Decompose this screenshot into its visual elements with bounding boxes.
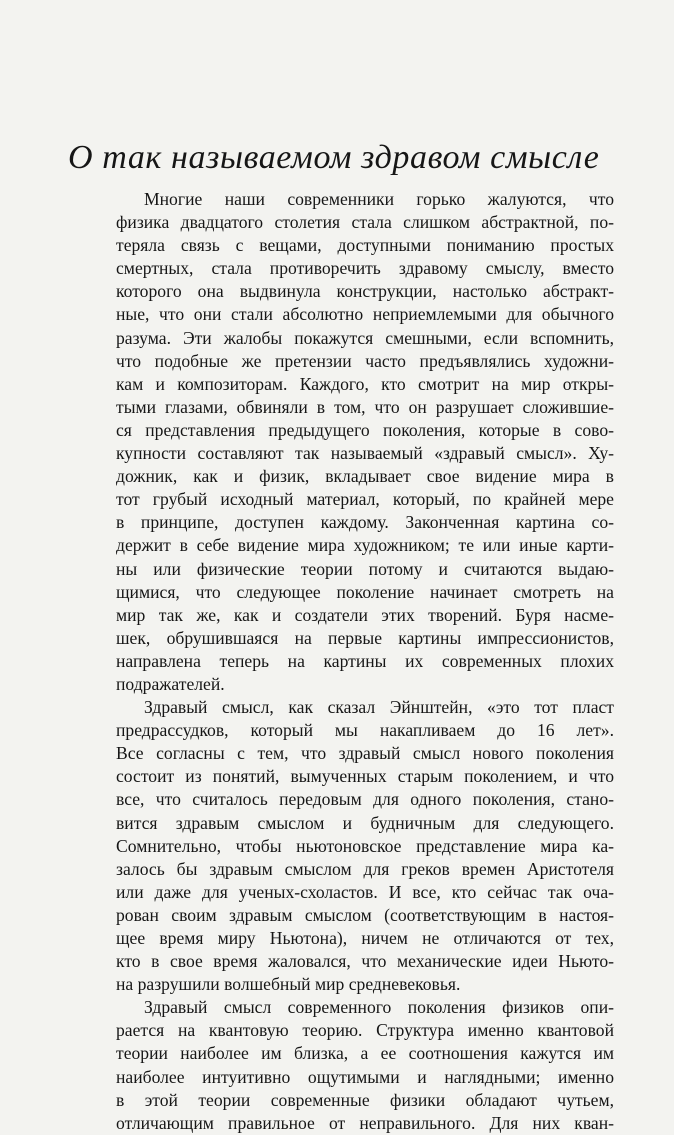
text-line: шек, обрушившаяся на первые картины импрессионистов,: [116, 627, 614, 648]
text-line: все, что считалось передовым для одного поколения, стано-: [116, 789, 614, 810]
text-line: кам и композиторам. Каждого, кто смотрит на мир откры-: [116, 373, 614, 394]
text-line: дожник, как и физик, вкладывает свое видение мира в: [116, 466, 614, 487]
text-line: Здравый смысл современного поколения физиков опи-: [144, 997, 614, 1018]
text-line: щее время миру Ньютона), ничем не отличаются от тех,: [116, 928, 614, 948]
text-line: Сомнительно, чтобы ньютоновское представление мира ка-: [116, 835, 614, 856]
text-line: физика двадцатого столетия стала слишком абстрактной, по-: [116, 212, 614, 233]
text-line: щимися, что следующее поколение начинает смотреть на: [116, 581, 614, 602]
text-line: смертных, стала противоречить здравому смыслу, вместо: [116, 258, 614, 279]
text-line: ны или физические теории потому и считаются выдаю-: [116, 558, 614, 579]
text-line: рается на квантовую теорию. Структура именно квантовой: [116, 1020, 614, 1041]
text-line: состоит из понятий, вымученных старым поколением, и что: [116, 766, 614, 787]
text-line: Многие наши современники горько жалуются, что: [144, 189, 614, 209]
text-line: мир так же, как и создатели этих творений. Буря насме-: [116, 604, 614, 625]
text-line: предрассудков, который мы накапливаем до 16 лет».: [116, 720, 614, 741]
text-line: ные, что они стали абсолютно неприемлемыми для обычного: [116, 304, 614, 325]
text-line: теории наиболее им близка, а ее соотношения кажутся им: [116, 1043, 614, 1064]
chapter-title: О так называемом здравом смысле: [68, 139, 600, 176]
text-line: купности составляют так называемый «здравый смысл». Ху-: [116, 443, 614, 464]
paragraph: [116, 996, 614, 1135]
text-line: в принципе, доступен каждому. Законченная картина со-: [116, 512, 614, 533]
text-line: рован своим здравым смыслом (соответствующим в настоя-: [116, 904, 614, 925]
text-line: ся представления предыдущего поколения, которые в сово-: [116, 419, 614, 440]
text-line: кто в свое время жаловался, что механические идеи Ньюто-: [116, 951, 614, 972]
text-line: тыми глазами, обвиняли в том, что он разрушает сложившие-: [116, 396, 614, 417]
text-line: что подобные же претензии часто предъявлялись художни-: [116, 350, 614, 371]
text-line: разума. Эти жалобы покажутся смешными, если вспомнить,: [116, 327, 614, 348]
text-line: на разрушили волшебный мир средневековья.: [116, 974, 461, 995]
text-line: теряла связь с вещами, доступными пониманию простых: [116, 235, 614, 256]
paragraph: [116, 188, 614, 696]
text-line: Здравый смысл, как сказал Эйнштейн, «это тот пласт: [144, 697, 614, 718]
text-line: Все согласны с тем, что здравый смысл нового поколения: [116, 743, 614, 764]
text-line: залось бы здравым смыслом для греков времен Аристотеля: [116, 858, 614, 879]
paragraph: [116, 696, 614, 996]
text-line: которого она выдвинула конструкции, настолько абстракт-: [116, 281, 614, 302]
text-line: направлена теперь на картины их современных плохих: [116, 650, 614, 671]
text-line: или даже для ученых-схоластов. И все, кто сейчас так оча-: [116, 881, 614, 902]
text-line: тот грубый исходный материал, который, по крайней мере: [116, 489, 614, 510]
text-line: наиболее интуитивно ощутимыми и наглядными; именно: [116, 1066, 614, 1087]
text-line: держит в себе видение мира художником; те или иные карти-: [116, 535, 614, 556]
text-line: в этой теории современные физики обладают чутьем,: [116, 1089, 614, 1110]
body-text: [116, 188, 614, 1135]
text-line: подражателей.: [116, 673, 225, 694]
text-line: вится здравым смыслом и будничным для следующего.: [116, 812, 614, 833]
text-line: отличающим правильное от неправильного. Для них кван-: [116, 1112, 614, 1133]
